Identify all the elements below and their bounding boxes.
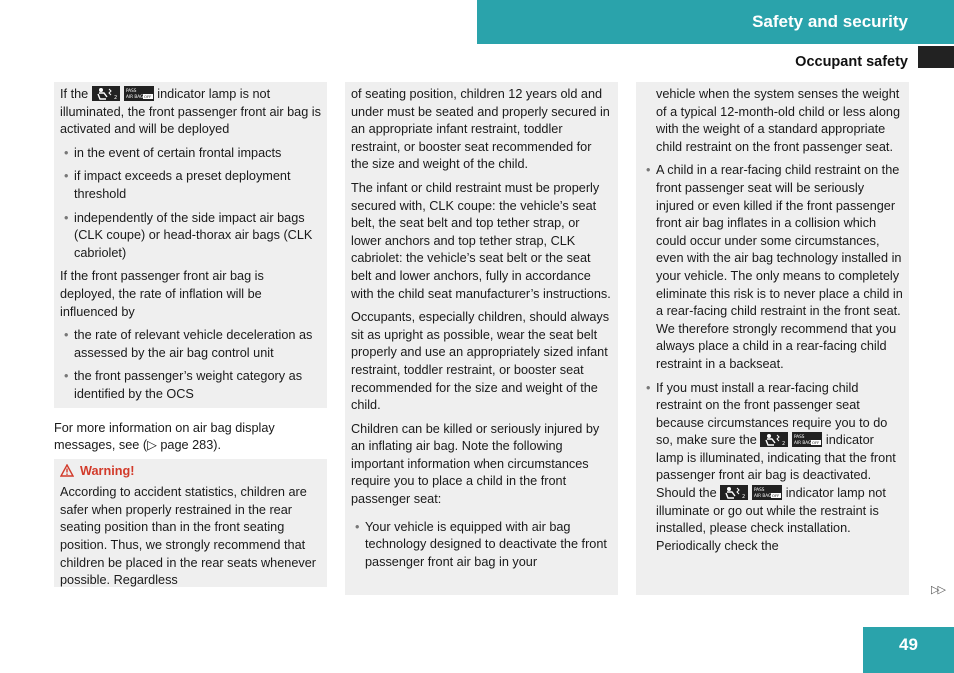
paragraph: Children can be killed or seriously injured by an inflating air bag. Note the following important information when circumstances require you to place a child in the front passenger seat:: [351, 421, 600, 507]
paragraph: If the front passenger front air bag is deployed, the rate of inflation will be influenced by: [60, 269, 264, 319]
list-item: • If you must install a rear-facing child restraint on the front passenger seat because circumstances require you to do so, make sure the 2 PASS AIR BAG OFF indicator lamp is illuminated, indicating that the front passenger front air bag is deactivated. Should the 2 PASS AIR BAG OFF indicator lamp not illuminate or go out while the restraint is installed, please check installation. Periodically check the: [642, 380, 903, 556]
list-item: • in the event of certain frontal impacts: [60, 145, 321, 163]
warning-box: [54, 459, 327, 587]
page-number: 49: [899, 635, 918, 654]
svg-text:OFF: OFF: [812, 440, 820, 446]
paragraph: of seating position, children 12 years old and under must be seated and properly secured in an appropriate infant restraint, toddler restraint, or booster seat recommended for the size and weight of the child.: [351, 87, 610, 172]
warning-box-continued-2: [636, 82, 909, 595]
section-header: [477, 0, 954, 44]
list-item: • independently of the side impact air bags (CLK coupe) or head-thorax air bags (CLK cabriolet): [60, 210, 321, 263]
svg-text:2: 2: [782, 441, 786, 448]
column-3: [636, 82, 909, 595]
page-number-box: [863, 627, 954, 673]
passenger-airbag-off-indicator-icon: [760, 432, 822, 447]
column-1: [54, 82, 327, 587]
list-item: • if impact exceeds a preset deployment threshold: [60, 168, 321, 203]
column-2: [345, 82, 618, 595]
svg-text:OFF: OFF: [143, 94, 152, 100]
svg-text:PASS: PASS: [125, 88, 137, 93]
paragraph: vehicle when the system senses the weight of a typical 12-month-old child or less along with the weight of a standard appropriate child restraint on the front passenger seat.: [656, 87, 901, 154]
warning-heading: Warning!: [60, 463, 321, 483]
warning-box-continued: [345, 82, 618, 595]
section-title: Safety and security: [752, 12, 908, 31]
svg-text:OFF: OFF: [772, 493, 780, 499]
more-info-text: For more information on air bag display messages, see (▷ page 283).: [54, 420, 275, 453]
list-item: • A child in a rear-facing child restraint on the front passenger seat will be seriously injured or even killed if the front passenger front air bag inflates in a collision which could occur under some circumstances, even with the air bag technology installed in your vehicle. The only means to completely eliminate this risk is to never place a child in a rear-facing child restraint in the front seat. We therefore strongly recommend that you always place a child in a rear-facing child restraint in a backseat.: [642, 162, 903, 373]
warning-text: According to accident statistics, children are safer when properly restrained in the rear seating position than in the front seating position. Thus, we strongly recommend that children be placed in the rear seats whenever possible. Regardless: [60, 485, 317, 588]
continued-arrow-icon: ▷▷: [931, 584, 944, 596]
svg-text:AIR BAG: AIR BAG: [794, 440, 812, 446]
passenger-airbag-off-indicator-icon: [92, 86, 154, 101]
svg-text:AIR BAG: AIR BAG: [125, 94, 143, 99]
paragraph: The infant or child restraint must be properly secured with, CLK coupe: the vehicle’s seat belt, the seat belt and top tether strap, or lower anchors and top tether strap, CLK cabriolet: the vehicle’s seat belt or the seat belt and lower anchors, fully in accordance with the child seat manufacturer’s instructions.: [351, 180, 611, 301]
svg-text:AIR BAG: AIR BAG: [754, 493, 772, 499]
paragraph: If the 2 PASS AIR BAG OFF indicator lamp is not illuminated, the front passenger front air bag is activated and will be deployed: [60, 87, 321, 137]
paragraph: Occupants, especially children, should always sit as upright as possible, wear the seat belt properly and use an appropriately sized infant restraint, toddler restraint, or booster seat recommended for the size and weight of the child.: [351, 310, 610, 413]
subsection-title: Occupant safety: [795, 54, 908, 70]
list-item: • the front passenger’s weight category as identified by the OCS: [60, 368, 321, 403]
svg-text:PASS: PASS: [794, 434, 805, 440]
warning-triangle-icon: [60, 464, 74, 483]
list-item: • the rate of relevant vehicle deceleration as assessed by the air bag control unit: [60, 327, 321, 362]
svg-text:2: 2: [113, 95, 117, 101]
svg-text:PASS: PASS: [754, 487, 765, 493]
section-tab-marker: [918, 46, 954, 68]
passenger-airbag-off-indicator-icon: [720, 485, 782, 500]
list-item: • Your vehicle is equipped with air bag technology designed to deactivate the front passenger front air bag in your: [351, 519, 612, 572]
svg-text:2: 2: [742, 494, 746, 501]
info-box-1: [54, 82, 327, 408]
